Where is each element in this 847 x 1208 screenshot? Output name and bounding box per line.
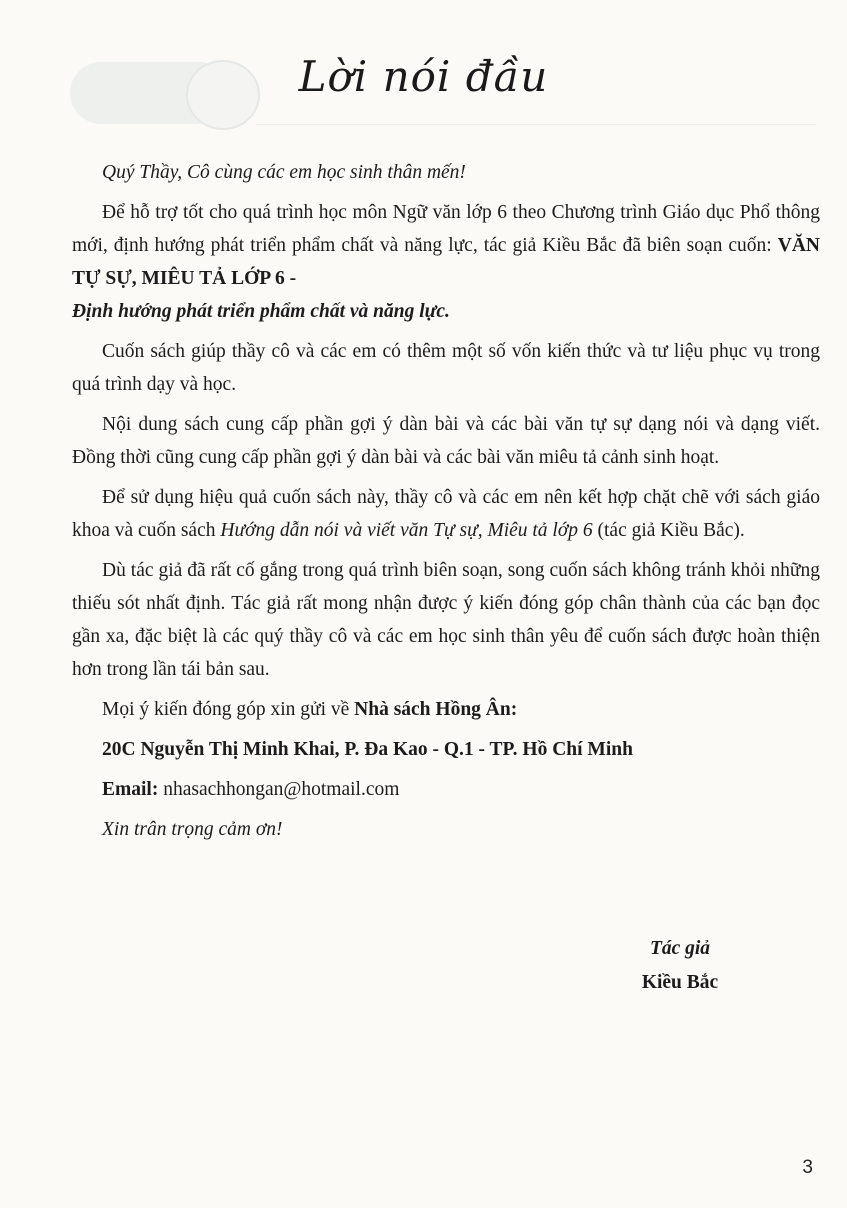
publisher-address: 20C Nguyễn Thị Minh Khai, P. Đa Kao - Q.1 - TP. Hồ Chí Minh <box>102 739 633 760</box>
contact-intro-text: Mọi ý kiến đóng góp xin gửi về <box>102 699 355 720</box>
paragraph-feedback: Dù tác giả đã rất cố gắng trong quá trình biên soạn, song cuốn sách không tránh khỏi những thiếu sót nhất định. Tác giả rất mong nhận được ý kiến đóng góp chân thành của các bạn đọc gần xa, đặc biệt là các quý thầy cô và các em học sinh thân yêu để cuốn sách được hoàn thiện hơn trong lần tái bản sau. <box>72 560 820 680</box>
contact-email <box>72 773 820 806</box>
preface-body <box>72 156 820 853</box>
signature-block <box>600 932 760 1000</box>
page-title: Lời nói đầu <box>298 52 549 101</box>
signature-role: Tác giả <box>649 938 711 959</box>
paragraph-intro <box>72 196 820 328</box>
paragraph-usage <box>72 481 820 547</box>
paragraph-purpose: Cuốn sách giúp thầy cô và các em có thêm một số vốn kiến thức và tư liệu phục vụ trong quá trình dạy và học. <box>72 341 820 395</box>
publisher-name: Nhà sách Hồng Ân: <box>354 699 518 720</box>
reference-book-title: Hướng dẫn nói và viết văn Tự sự, Miêu tả lớp 6 <box>220 520 593 541</box>
decorative-rule <box>256 124 816 125</box>
page-number: 3 <box>802 1157 813 1178</box>
greeting: Quý Thầy, Cô cùng các em học sinh thân mến! <box>102 162 466 183</box>
book-subtitle: Định hướng phát triển phẩm chất và năng lực. <box>72 301 450 322</box>
intro-text: Để hỗ trợ tốt cho quá trình học môn Ngữ văn lớp 6 theo Chương trình Giáo dục Phổ thông mới, định hướng phát triển phẩm chất và năng lực, tác giả Kiều Bắc đã biên soạn cuốn: <box>72 202 820 256</box>
usage-text-after: (tác giả Kiều Bắc). <box>592 520 745 541</box>
thanks-line: Xin trân trọng cảm ơn! <box>102 819 283 840</box>
usage-text-before: Để sử dụng hiệu quả cuốn sách này, thầy cô và các em nên kết hợp chặt chẽ với sách giáo khoa và cuốn sách <box>72 487 820 541</box>
contact-intro <box>72 693 820 726</box>
email-address: nhasachhongan@hotmail.com <box>158 779 400 800</box>
book-title: VĂN TỰ SỰ, MIÊU TẢ LỚP 6 - <box>72 235 820 289</box>
signature-name: Kiều Bắc <box>641 972 719 993</box>
email-label: Email: <box>102 779 159 800</box>
paragraph-content: Nội dung sách cung cấp phần gợi ý dàn bài và các bài văn tự sự dạng nói và dạng viết. Đồng thời cũng cung cấp phần gợi ý dàn bài và các bài văn miêu tả cảnh sinh hoạt. <box>72 414 820 468</box>
